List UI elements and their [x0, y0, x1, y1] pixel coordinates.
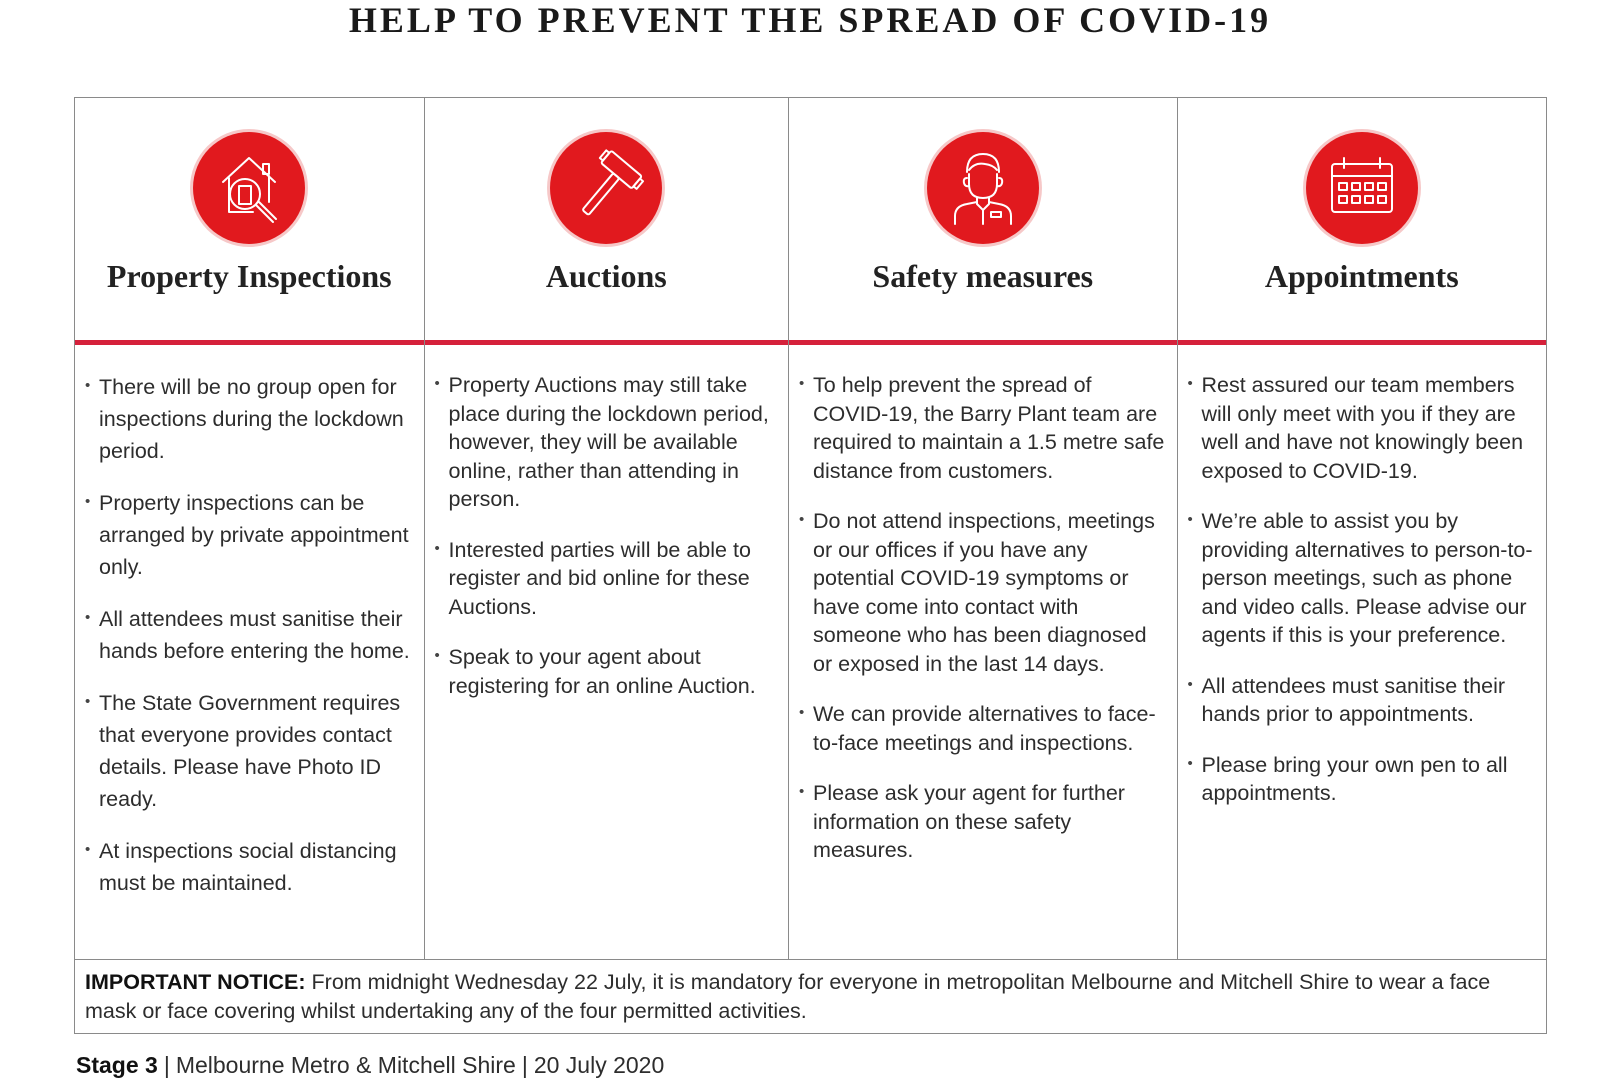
- column-auctions: [425, 98, 790, 959]
- bullet-item: • There will be no group open for inspections during the lockdown period.: [85, 371, 414, 467]
- bullet-item: • To help prevent the spread of COVID-19, the Barry Plant team are required to maintain a 1.5 metre safe distance from customers.: [799, 371, 1166, 485]
- footer-separator: |: [521, 1052, 528, 1078]
- footer-stage: Stage 3: [76, 1052, 158, 1078]
- footer-separator: |: [163, 1052, 170, 1078]
- column-body: [425, 345, 789, 722]
- column-body: [789, 345, 1176, 887]
- column-property-inspections: [75, 98, 425, 959]
- column-body: [75, 345, 424, 919]
- columns: [75, 98, 1546, 959]
- column-heading: Safety measures: [872, 258, 1094, 294]
- bullet-item: • Property inspections can be arranged by private appointment only.: [85, 487, 414, 583]
- column-appointments: [1178, 98, 1547, 959]
- bullet-list: [85, 371, 414, 899]
- bullet-item: • Do not attend inspections, meetings or our offices if you have any potential COVID-19 symptoms or have come into contact with someone who has been diagnosed or exposed in the last 14 days.: [799, 507, 1166, 678]
- info-panel: [74, 97, 1547, 1034]
- bullet-item: • All attendees must sanitise their hands before entering the home.: [85, 603, 414, 667]
- bullet-list: [799, 371, 1166, 865]
- bullet-item: • Please bring your own pen to all appointments.: [1188, 751, 1537, 808]
- bullet-item: • We can provide alternatives to face-to-face meetings and inspections.: [799, 700, 1166, 757]
- bullet-item: • Interested parties will be able to register and bid online for these Auctions.: [435, 536, 779, 622]
- bullet-list: [1188, 371, 1537, 808]
- bullet-item: • The State Government requires that everyone provides contact details. Please have Photo ID ready.: [85, 687, 414, 815]
- column-body: [1178, 345, 1547, 830]
- important-notice: [75, 959, 1546, 1033]
- bullet-list: [435, 371, 779, 700]
- column-safety-measures: [789, 98, 1177, 959]
- calendar-icon: [1306, 132, 1418, 244]
- notice-text: From midnight Wednesday 22 July, it is mandatory for everyone in metropolitan Melbourne and Mitchell Shire to wear a face mask or face covering whilst undertaking any of the four permitted activities.: [85, 970, 1491, 1023]
- column-header: [1178, 98, 1547, 340]
- bullet-item: • At inspections social distancing must be maintained.: [85, 835, 414, 899]
- person-icon: [927, 132, 1039, 244]
- column-header: [425, 98, 789, 340]
- house-magnifier-icon: [193, 132, 305, 244]
- bullet-item: • We’re able to assist you by providing alternatives to person-to-person meetings, such as phone and video calls. Please advise our agents if this is your preference.: [1188, 507, 1537, 650]
- footer-date: 20 July 2020: [533, 1052, 665, 1078]
- footer-region: Melbourne Metro & Mitchell Shire: [175, 1052, 516, 1078]
- column-header: [789, 98, 1176, 340]
- gavel-icon: [550, 132, 662, 244]
- column-header: [75, 98, 424, 340]
- bullet-item: • All attendees must sanitise their hands prior to appointments.: [1188, 672, 1537, 729]
- column-heading: Property Inspections: [106, 258, 392, 294]
- bullet-item: • Speak to your agent about registering for an online Auction.: [435, 643, 779, 700]
- footer: [76, 1052, 664, 1079]
- page-title: HELP TO PREVENT THE SPREAD OF COVID-19: [348, 0, 1272, 40]
- bullet-item: • Property Auctions may still take place during the lockdown period, however, they will be available online, rather than attending in person.: [435, 371, 779, 514]
- column-heading: Auctions: [545, 258, 667, 294]
- column-heading: Appointments: [1264, 258, 1459, 294]
- bullet-item: • Please ask your agent for further information on these safety measures.: [799, 779, 1166, 865]
- notice-label: IMPORTANT NOTICE:: [85, 970, 306, 994]
- bullet-item: • Rest assured our team members will only meet with you if they are well and have not knowingly been exposed to COVID-19.: [1188, 371, 1537, 485]
